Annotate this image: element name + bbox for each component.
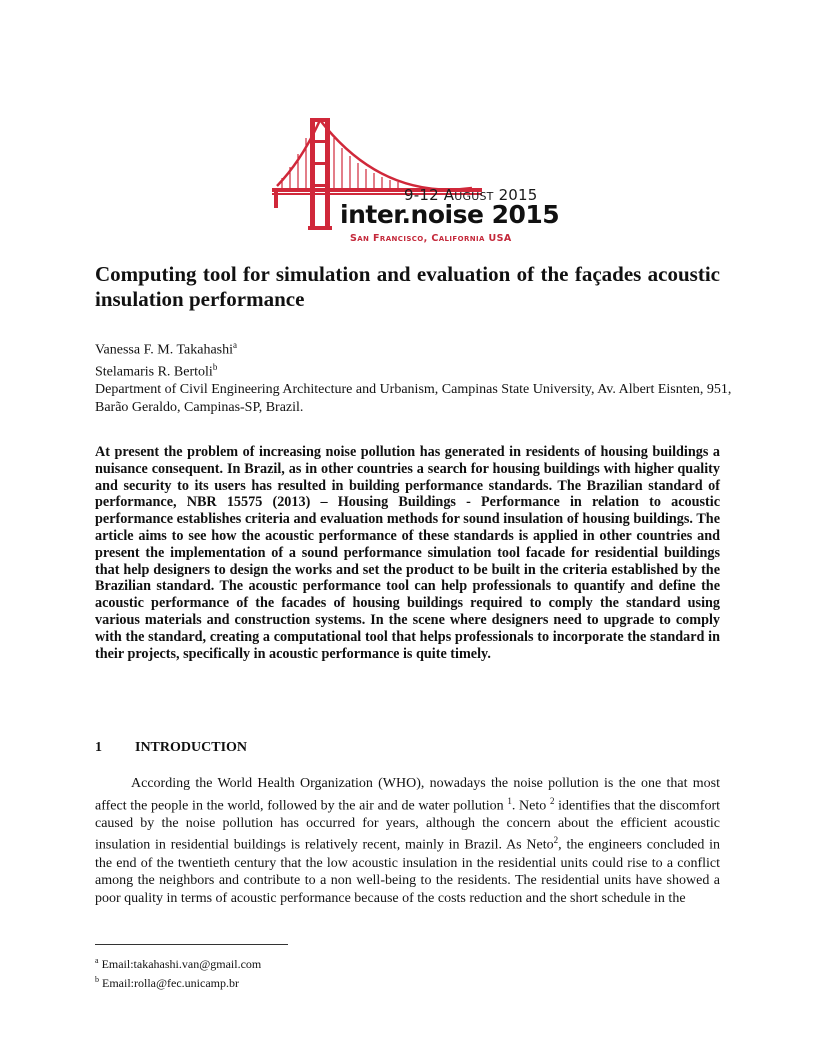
citation-ref: 2 bbox=[549, 795, 555, 806]
author-2: Stelamaris R. Bertoli$^b$ bbox=[95, 362, 218, 380]
conference-logo bbox=[272, 110, 560, 250]
section-heading bbox=[95, 740, 247, 756]
introduction-paragraph: According the World Health Organization (WHO), nowadays the noise pollution is the one that most affect the people in the world, followed by the air and de water pollution $^1$. Neto $^2$ identifies that the discomfort caused by the noise pollution has occurred for years, although the concern about the efficient acoustic insulation in residential buildings is relatively recent, mainly in Brazil. As Neto$^2$, the engineers concluded in the end of the twentieth century that the low acoustic insulation in the residential units could rise to a conflict among the neighbors and contribute to a non well-being to the residents. The residential units have showed a poor quality in terms of acoustic performance because of the costs reduction and the short schedule in the bbox=[95, 776, 721, 906]
abstract: At present the problem of increasing noise pollution has generated in residents of housing buildings a nuisance consequent. In Brazil, as in other countries a search for housing buildings with higher quality and security to its users has resulted in building performance standards. The Brazilian standard of performance, NBR 15575 (2013) – Housing Buildings - Performance in relation to acoustic performance establishes criteria and evaluation methods for sound insulation of housing buildings. The article aims to see how the acoustic performance of these standards is applied in other countries and present the implementation of a sound performance simulation tool facade for residential buildings that help designers to design the works and set the product to be built in the criteria established by the Brazilian standard. The acoustic performance tool can help professionals to quantify and define the acoustic performance of the facades of housing buildings required to comply the standard using various materials and construction systems. In the scene where designers need to upgrade to comply with the standard, creating a computational tool that helps professionals to incorporate the standard in their projects, specifically in acoustic performance is quite timely. bbox=[95, 444, 720, 662]
section-number: 1 bbox=[95, 740, 102, 755]
footnote-b: $^b$ Email:rolla@fec.unicamp.br bbox=[95, 975, 239, 990]
footnote-divider bbox=[95, 944, 288, 945]
citation-ref: 1 bbox=[507, 795, 512, 806]
citation-ref: 2 bbox=[553, 835, 559, 846]
section-title: INTRODUCTION bbox=[135, 740, 248, 755]
footnote-a: $^a$ Email:takahashi.van@gmail.com bbox=[95, 956, 262, 971]
paper-title: Computing tool for simulation and evaluation of the façades acoustic insulation performance bbox=[95, 262, 720, 311]
conference-name: inter.noise 2015 bbox=[340, 200, 560, 229]
affiliation: Department of Civil Engineering Architecture and Urbanism, Campinas State University, Av. Albert Eisnten, 951, Barão Geraldo, Campinas-SP, Brazil. bbox=[95, 382, 732, 415]
author-block bbox=[95, 337, 735, 416]
footnotes bbox=[95, 953, 261, 991]
conference-date: 9-12 August 2015 bbox=[404, 186, 538, 204]
author-1: Vanessa F. M. Takahashi$^a$ bbox=[95, 340, 238, 358]
conference-location: San Francisco, California USA bbox=[350, 233, 512, 244]
golden-gate-bridge-icon bbox=[272, 110, 552, 250]
